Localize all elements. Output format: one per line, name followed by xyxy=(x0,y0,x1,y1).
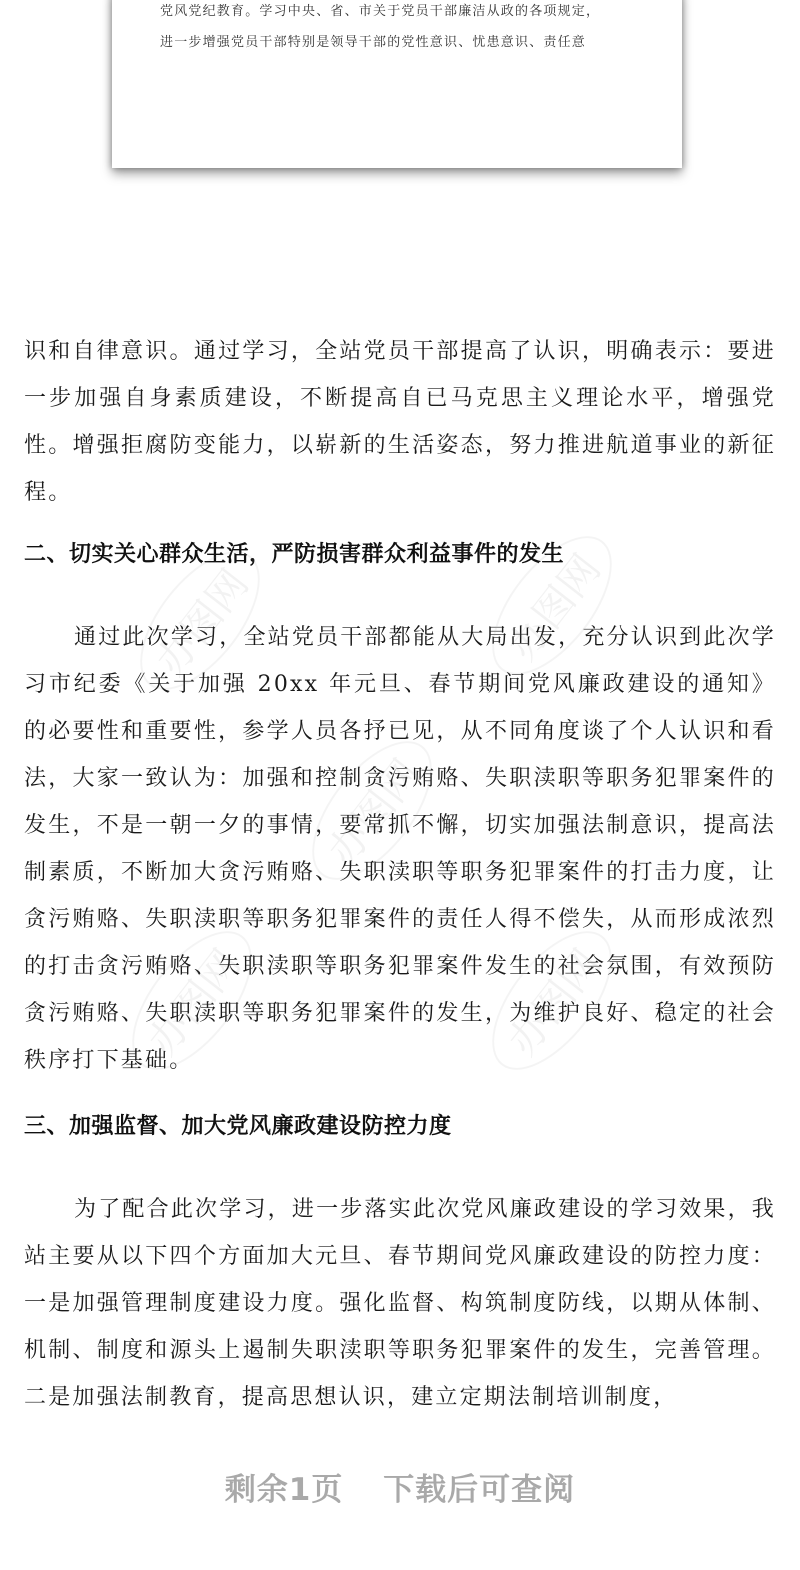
watermark-logo: 办图网 xyxy=(118,531,283,710)
watermark-logo: 办图网 xyxy=(110,911,275,1090)
watermark-logo: 办图网 xyxy=(290,721,455,900)
preview-text-line: 党风党纪教育。学习中央、省、市关于党员干部廉洁从政的各项规定， xyxy=(160,4,601,19)
section-heading-2: 二、切实关心群众生活，严防损害群众利益事件的发生 xyxy=(24,542,565,567)
paragraph-1: 识和自律意识。通过学习，全站党员干部提高了认识，明确表示：要进一步加强自身素质建设，不断提高自已马克思主义理论水平，增强党性。增强拒腐防变能力，以崭新的生活姿态，努力推进航道事业的新征程。 xyxy=(24,339,776,505)
paragraph-3: 为了配合此次学习，进一步落实此次党风廉政建设的学习效果，我站主要从以下四个方面加大元旦、春节期间党风廉政建设的防控力度：一是加强管理制度建设力度。强化监督、构筑制度防线，以期从体制、机制、制度和源头上遏制失职渎职等职务犯罪案件的发生，完善管理。二是加强法制教育，提高思想认识，建立定期法制培训制度， xyxy=(24,1197,776,1410)
watermark-logo: 办图网 xyxy=(470,516,635,695)
download-prompt[interactable] xyxy=(0,1460,800,1520)
preview-text-line: 进一步增强党员干部特别是领导干部的党性意识、忧患意识、责任意 xyxy=(160,35,587,50)
paragraph-2: 通过此次学习，全站党员干部都能从大局出发，充分认识到此次学习市纪委《关于加强 20xx 年元旦、春节期间党风廉政建设的通知》的必要性和重要性，参学人员各抒已见，从不同角度谈了个人认识和看法，大家一致认为：加强和控制贪污贿赂、失职渎职等职务犯罪案件的发生，不是一朝一夕的事情，要常抓不懈，切实加强法制意识，提高法制素质，不断加大贪污贿赂、失职渎职等职务犯罪案件的打击力度，让贪污贿赂、失职渎职等职务犯罪案件的责任人得不偿失，从而形成浓烈的打击贪污贿赂、失职渎职等职务犯罪案件发生的社会氛围，有效预防贪污贿赂、失职渎职等职务犯罪案件的发生，为维护良好、稳定的社会秩序打下基础。 xyxy=(24,625,776,1073)
remaining-pages-label: 剩余1页 xyxy=(224,1472,344,1508)
watermark-logo: 办图网 xyxy=(470,911,635,1090)
download-to-view-label[interactable]: 下载后可查阅 xyxy=(383,1472,576,1508)
preview-page-card xyxy=(112,0,682,168)
section-heading-3: 三、加强监督、加大党风廉政建设防控力度 xyxy=(24,1114,452,1139)
